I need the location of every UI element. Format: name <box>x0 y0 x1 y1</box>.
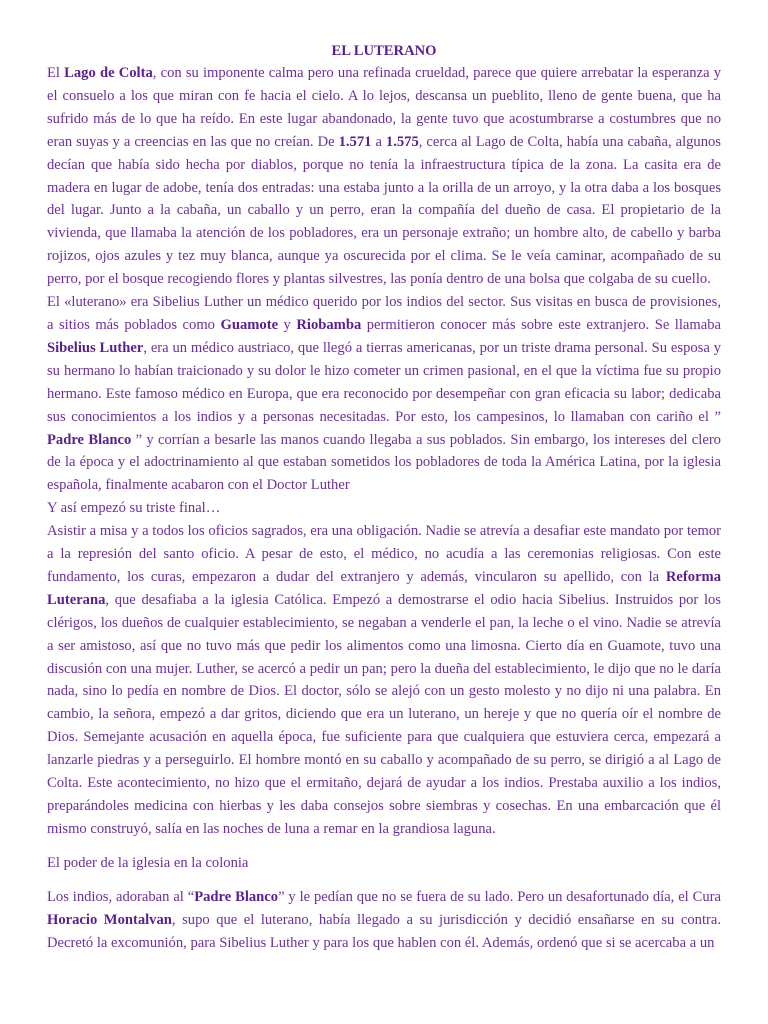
text-run: y <box>278 316 297 333</box>
bold-nickname: Padre Blanco <box>47 431 132 448</box>
text-run: Los indios, adoraban al “ <box>47 888 195 905</box>
paragraph-triste-final: Y así empezó su triste final… <box>47 500 221 517</box>
bold-nickname: Padre Blanco <box>194 888 279 905</box>
section-heading: El poder de la iglesia en la colonia <box>47 854 249 871</box>
bold-place-name: Riobamba <box>296 316 362 333</box>
spacer <box>47 841 721 852</box>
text-run: El «luterano» era Sibelius Luther un médico querido por los indios del sector. Sus visitas en busca de provisiones, a sitios más poblados como <box>47 294 721 333</box>
bold-person-name: Horacio Montalvan <box>47 911 172 928</box>
bold-term: Reforma Luterana <box>47 568 721 608</box>
text-run: , era un médico austriaco, que llegó a tierras americanas, por un triste drama personal. Su esposa y su hermano lo habían traicionado y su dolor le hizo cometer un crimen pasional, en el que la víctima fue su propio hermano. Este famoso médico en Europa, que era reconocido por desempeñar con gran eficacia su labor; dedicaba sus conocimientos a los indios y a personas necesitadas. Por esto, los campesinos, lo llamaban con cariño el ” <box>47 339 721 425</box>
spacer <box>47 875 721 886</box>
document-title: EL LUTERANO <box>331 43 437 59</box>
bold-year: 1.575 <box>385 133 419 150</box>
paragraph-intro <box>47 62 721 291</box>
text-run: , con su imponente calma pero una refinada crueldad, parece que quiere arrebatar la esperanza y el consuelo a los que miran con fe hacia el cielo. A lo lejos, descansa un pueblito, lleno de gente buena, que ha sufrido más de lo que ha reído. En este lugar abandonado, la gente tuvo que acostumbrarse a costumbres que no eran suyas y a creencias en las que no creían. De <box>47 65 722 150</box>
text-run: , que desafiaba a la iglesia Católica. Empezó a demostrarse el odio hacia Sibelius. Instruidos por los clérigos, los dueños de cualquier establecimiento, se negaban a venderle el pan, la leche o el vino. Nadie se atrevía a ser amistoso, así que no tuvo más que pedir los alimentos como una limosna. Cierto día en Guamote, tuvo una discusión con una mujer. Luther, se acercó a pedir un pan; pero la dueña del establecimiento, le dijo que no le daría nada, sino lo pedía en nombre de Dios. El doctor, sólo se alejó con un gesto molesto y no dijo ni una palabra. En cambio, la señora, empezó a dar gritos, diciendo que era un luterano, un hereje y que no quería oír el nombre de Dios. Semejante acusación en aquella época, fue suficiente para que cualquiera que estuviera cerca, empezará a lanzarle piedras y a perseguirlo. El hombre montó en su caballo y acompañado de su perro, se dirigió a al Lago de Colta. Este acontecimiento, no hizo que el ermitaño, dejará de ayudar a los indios. Prestaba auxilio a los indios, preparándoles medicina con hierbas y les daba consejos sobre siembras y cosechas. En una embarcación que él mismo construyó, salía en las noches de luna a remar en la grandiosa laguna. <box>47 591 721 837</box>
text-run: ” y corrían a besarle las manos cuando llegaba a sus poblados. Sin embargo, los intereses del clero de la época y el adoctrinamiento al que estaban sometidos los pobladores de toda la América Latina, por la iglesia española, finalmente acabaron con el Doctor Luther <box>47 431 721 494</box>
bold-year: 1.571 <box>338 133 372 150</box>
text-run: Asistir a misa y a todos los oficios sagrados, era una obligación. Nadie se atrevía a desafiar este mandato por temor a la represión del santo oficio. A pesar de esto, el médico, no acudía a las ceremonias religiosas. Con este fundamento, los curas, empezaron a dudar del extranjero y además, vincularon su apellido, con la <box>47 523 721 585</box>
text-run: , supo que el luterano, había llegado a su jurisdicción y decidió ensañarse en su contra. Decretó la excomunión, para Sibelius Luther y para los que hablen con él. Además, ordenó que si se acercaba a un <box>47 911 721 951</box>
text-run: permitieron conocer más sobre este extranjero. Se llamaba <box>361 316 721 333</box>
text-run: ” y le pedían que no se fuera de su lado. Pero un desafortunado día, el Cura <box>278 888 721 905</box>
paragraph-indios <box>47 886 721 955</box>
text-run: El <box>47 65 65 81</box>
text-run: , cerca al Lago de Colta, había una cabaña, algunos decían que había sido hecha por diablos, porque no tenía la infraestructura típica de la zona. La casita era de madera en lugar de adobe, tenía dos entradas: una estaba junto a la orilla de un arroyo, y la otra daba a los bosques del lugar. Junto a la cabaña, un caballo y un perro, eran la compañía del dueño de casa. El propietario de la vivienda, que llamaba la atención de los pobladores, era un personaje extraño; un hombre alto, de cabello y barba rojizos, ojos azules y tez muy blanca, aunque ya oscurecida por el clima. Se le veía caminar, acompañado de su perro, por el bosque recogiendo flores y plantas silvestres, las ponía dentro de una bolsa que colgaba de su cuello. <box>47 133 721 288</box>
bold-place-name: Guamote <box>220 316 279 333</box>
paragraph-misa <box>47 520 721 841</box>
paragraph-luterano <box>47 291 721 497</box>
bold-person-name: Sibelius Luther <box>47 339 144 356</box>
text-run: a <box>371 133 386 150</box>
bold-place-name: Lago de Colta <box>64 65 153 81</box>
